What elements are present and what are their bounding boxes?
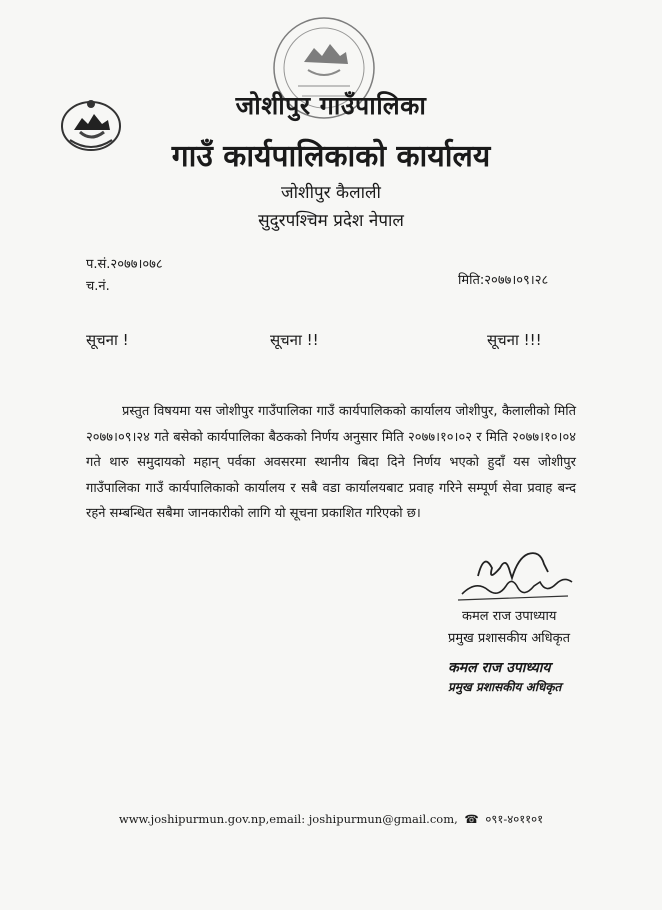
dispatch-number: च.नं.: [86, 279, 110, 294]
stamp-signatory-name: कमल राज उपाध्याय: [448, 660, 551, 676]
notice-heading-1: सूचना !: [86, 331, 129, 349]
notice-heading-3: सूचना !!!: [487, 331, 542, 349]
handwritten-signature-icon: [448, 546, 588, 606]
office-province: सुदुरपश्चिम प्रदेश नेपाल: [258, 211, 404, 231]
footer-contact: [0, 812, 662, 827]
footer-phone: ०९१-४०११०१: [485, 812, 544, 826]
signatory-title: प्रमुख प्रशासकीय अधिकृत: [448, 631, 571, 646]
notice-heading-2: सूचना !!: [270, 331, 319, 349]
letter-date: मिति:२०७७।०९।२८: [458, 273, 549, 288]
office-location: जोशीपुर कैलाली: [281, 183, 381, 203]
office-title: गाउँ कार्यपालिकाको कार्यालय: [171, 139, 491, 174]
footer-web-email: www.joshipurmun.gov.np,email: joshipurmun@gmail.com,: [118, 812, 458, 826]
reference-number: प.सं.२०७७।०७८: [86, 257, 163, 272]
phone-icon: ☎: [464, 812, 479, 826]
signatory-name: कमल राज उपाध्याय: [462, 609, 557, 624]
stamp-signatory-title: प्रमुख प्रशासकीय अधिकृत: [448, 680, 562, 694]
municipality-name: जोशीपुर गाउँपालिका: [235, 91, 427, 120]
notice-body: प्रस्तुत विषयमा यस जोशीपुर गाउँपालिका गाउँ कार्यपालिकको कार्यालय जोशीपुर, कैलालीको मिति २०७७।०९।२४ गते बसेको कार्यपालिका बैठकको निर्णय अनुसार मिति २०७७।१०।०२ र मिति २०७७।१०।०४ गते थारु समुदायको महान् पर्वका अवसरमा स्थानीय बिदा दिने निर्णय भएको हुदाँ यस जोशीपुर गाउँपालिका गाउँ कार्यपालिकाको कार्यालय र सबै वडा कार्यालयबाट प्रवाह गरिने सम्पूर्ण सेवा प्रवाह बन्द रहने सम्बन्धित सबैमा जानकारीको लागि यो सूचना प्रकाशित गरिएको छ।: [86, 404, 576, 521]
